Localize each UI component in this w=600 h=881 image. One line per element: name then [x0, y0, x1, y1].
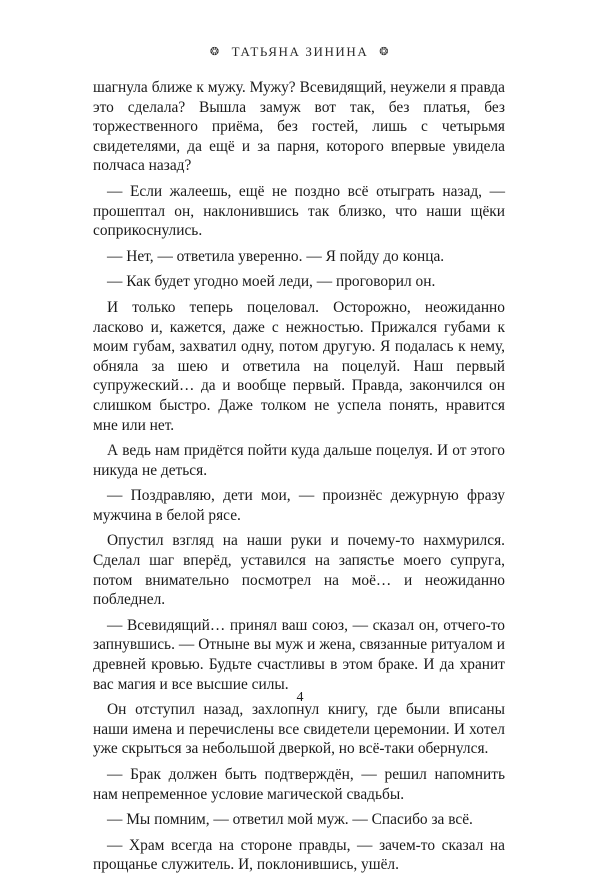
paragraph: — Всевидящий… принял ваш союз, — сказал он, отчего-то запнувшись. — Отныне вы муж и жена, связанные ритуалом и древней кровью. Будьте счастливы в этом браке. И да хранит вас магия и все высшие силы. [93, 616, 505, 693]
paragraph: шагнула ближе к мужу. Мужу? Всевидящий, неужели я правда это сделала? Вышла замуж вот так, без платья, без торжественного приёма, без гостей, лишь с четырьмя свидетелями, да ещё и за парня, которого впервые увидела полчаса назад? [93, 79, 505, 175]
paragraph: — Поздравляю, дети мои, — произнёс дежурную фразу мужчина в белой рясе. [93, 487, 505, 524]
paragraph: И только теперь поцеловал. Осторожно, неожиданно ласково и, кажется, даже с нежностью. Прижался губами к моим губам, захватил одну, потом другую. Я подалась к нему, обняла за шею и ответила на поцелуй. Наш первый супружеский… да и вообще первый. Правда, закончился он слишком быстро. Даже толком не успела понять, нравится мне или нет. [93, 298, 505, 434]
running-head [0, 44, 600, 60]
paragraph: — Нет, — ответила уверенно. — Я пойду до конца. [107, 247, 445, 265]
ornament-left-icon: ❂ [209, 46, 221, 58]
page-number: 4 [296, 690, 304, 705]
paragraph: Он отступил назад, захлопнул книгу, где были вписаны наши имена и перечислены все свидетели церемонии. И хотел уже скрыться за небольшой дверкой, но всё-таки обернулся. [93, 701, 505, 758]
paragraph: — Храм всегда на стороне правды, — зачем-то сказал на прощанье служитель. И, поклонившись, ушёл. [93, 836, 505, 874]
paragraph: — Как будет угодно моей леди, — проговорил он. [107, 273, 436, 291]
paragraph: — Мы помним, — ответил мой муж. — Спасибо за всё. [107, 811, 473, 829]
body-text [93, 78, 505, 881]
paragraph: Опустил взгляд на наши руки и почему-то нахмурился. Сделал шаг вперёд, уставился на запястье моего супруга, потом внимательно посмотрел на моё… и неожиданно побледнел. [93, 532, 505, 609]
paragraph: — Брак должен быть подтверждён, — решил напомнить нам непременное условие магической свадьбы. [93, 766, 505, 803]
author-name: ТАТЬЯНА ЗИНИНА [231, 44, 369, 59]
ornament-right-icon: ❂ [379, 46, 391, 58]
paragraph: — Если жалеешь, ещё не поздно всё отыграть назад, — прошептал он, наклонившись так близко, что наши щёки соприкоснулись. [93, 182, 505, 240]
paragraph: А ведь нам придётся пойти куда дальше поцелуя. И от этого никуда не деться. [93, 442, 505, 479]
